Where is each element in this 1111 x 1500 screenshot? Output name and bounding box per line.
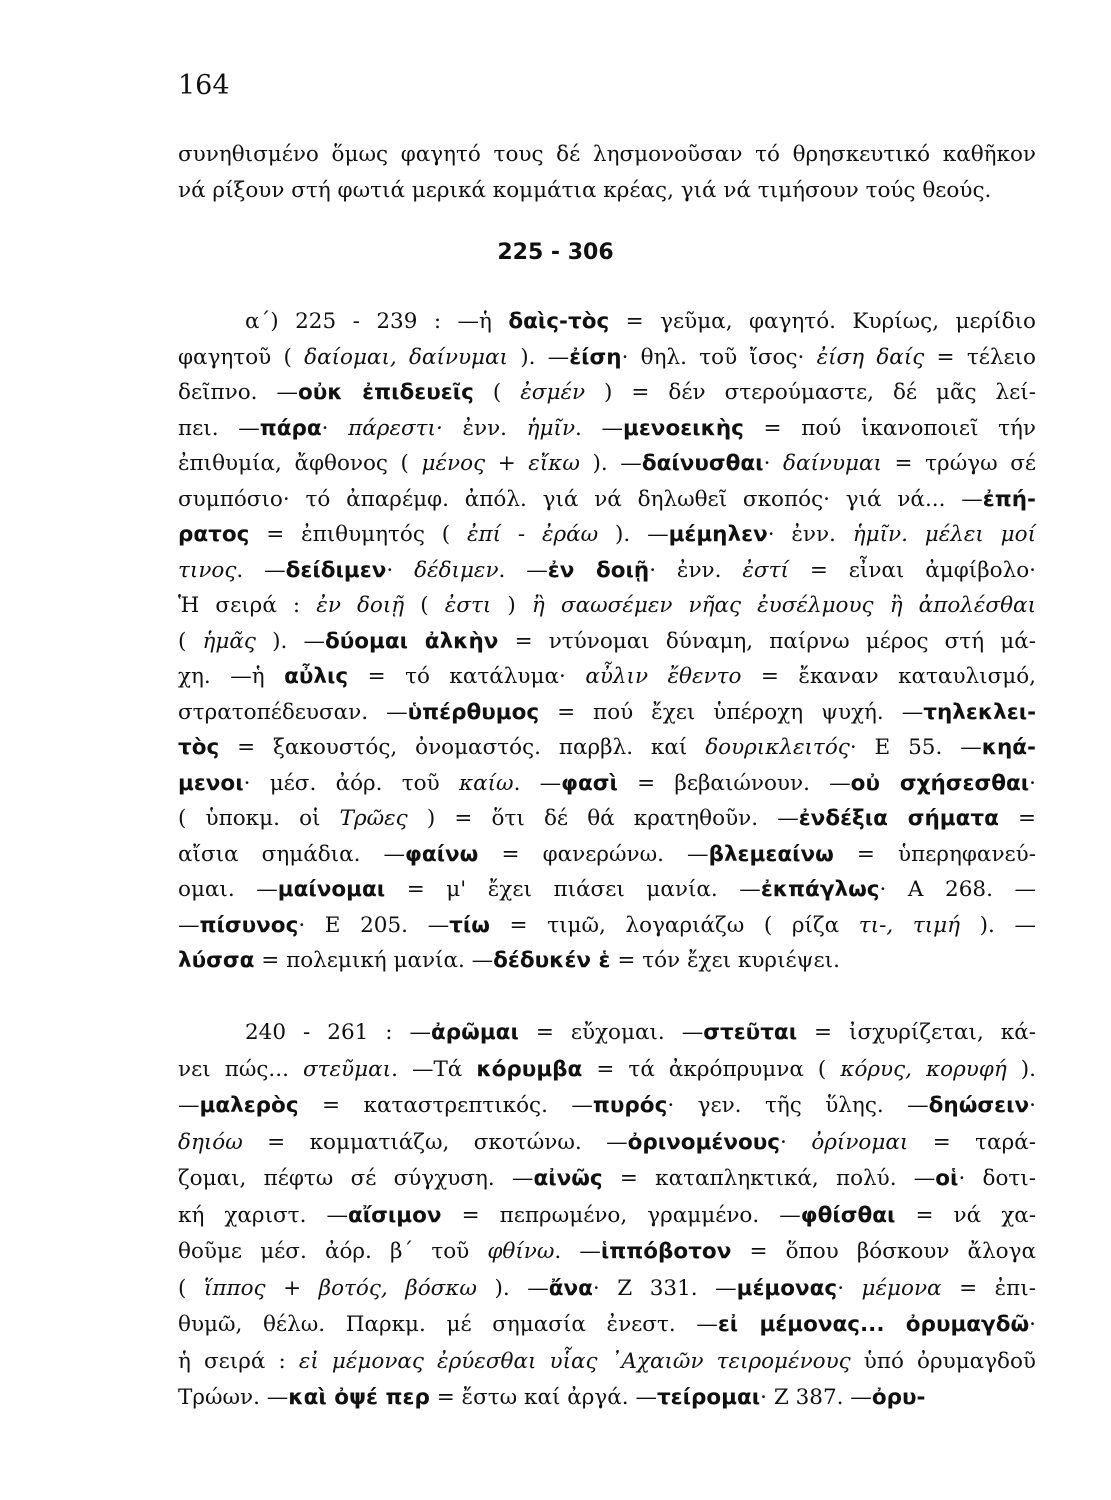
gloss-text: = ἰσχυρίζεται, κά- xyxy=(797,1020,1036,1045)
headword: δαίνυσθαι xyxy=(641,451,764,476)
headword: μέμονας xyxy=(736,1275,838,1301)
text-line xyxy=(178,698,1036,728)
gloss-text: = τιμῶ, λογαριάζω ( ρίζα xyxy=(489,912,859,938)
text-line xyxy=(178,1128,1036,1158)
headword: ἐίση xyxy=(569,344,622,370)
gloss-text: α΄) 225 - 239 : —ἡ xyxy=(245,309,509,334)
gloss-text: · xyxy=(1029,770,1037,796)
italic-citation: ἐστί xyxy=(742,557,789,583)
headword: ὀρυ- xyxy=(871,1385,926,1410)
gloss-text: · xyxy=(386,557,415,583)
gloss-text: ( xyxy=(404,593,445,618)
gloss-text: φαγητοῦ ( xyxy=(178,344,305,370)
gloss-text: χη. —ἡ xyxy=(178,664,285,689)
headword: μαλερὸς xyxy=(199,1093,299,1118)
gloss-text: ). xyxy=(1006,1056,1036,1082)
gloss-text: = βεβαιώνουν. — xyxy=(617,770,851,796)
gloss-text: = ἔκαναν καταυλισμό, xyxy=(741,664,1036,689)
headword: ρατος xyxy=(178,522,250,547)
gloss-text: Ἡ σειρά : xyxy=(178,593,317,618)
italic-citation: ἢ σαωσέμεν νῆας ἐυσέλμους ἢ ἀπολέσθαι xyxy=(531,593,1036,618)
italic-citation: ἵππος + βοτός, βόσκω xyxy=(203,1275,477,1301)
gloss-text: ζομαι, πέφτω σέ σύγχυση. — xyxy=(178,1166,534,1191)
gloss-text: · xyxy=(321,415,349,441)
gloss-text: αἴσια σημάδια. — xyxy=(178,841,406,867)
gloss-text: = εἶναι ἀμφίβολο· xyxy=(788,557,1036,583)
gloss-text: ( xyxy=(178,628,203,654)
text-line xyxy=(178,733,1036,763)
headword: ἄνα xyxy=(548,1275,593,1301)
headword: ὑπέρθυμος xyxy=(407,699,540,725)
headword: ἱππόβοτον xyxy=(600,1239,732,1264)
text-line xyxy=(178,769,1036,799)
headword: φθίσθαι xyxy=(800,1202,896,1228)
headword: εἰ μέμονας... ὀρυμαγδῶ xyxy=(717,1312,1030,1337)
gloss-text: . — xyxy=(575,415,624,441)
intro-line: συνηθισμένο ὅμως φαγητό τους δέ λησμονοῦσαν τό θρησκευτικό καθῆκον xyxy=(178,142,1036,167)
gloss-text: . — xyxy=(554,1239,601,1264)
gloss-text: ) xyxy=(491,593,532,618)
italic-citation: τινος xyxy=(178,557,237,583)
gloss-text: · μέσ. ἀόρ. τοῦ xyxy=(243,770,459,796)
gloss-text: · ἐνν. xyxy=(767,522,853,547)
text-line xyxy=(178,1055,1036,1085)
gloss-text: = πού ἱκανοποιεῖ τήν xyxy=(743,415,1036,441)
gloss-text: ὑπό ὀρυμαγδοῦ xyxy=(850,1348,1036,1374)
italic-citation: πάρεστι· xyxy=(348,415,443,441)
headword: κόρυμβα xyxy=(476,1056,583,1082)
italic-citation: στεῦμαι xyxy=(302,1056,392,1082)
headword: δηώσειν xyxy=(928,1093,1030,1118)
headword: αἰνῶς xyxy=(533,1166,603,1191)
gloss-text: ομαι. — xyxy=(178,877,278,902)
gloss-text: ). — xyxy=(960,912,1037,938)
text-line xyxy=(178,1091,1036,1121)
gloss-text: · Ζ 387. — xyxy=(760,1385,872,1410)
text-line xyxy=(178,1237,1036,1267)
headword: δύομαι ἀλκὴν xyxy=(324,628,499,654)
gloss-text: · xyxy=(1029,1093,1036,1118)
gloss-text: = ἐπιθυμητός ( xyxy=(249,522,467,547)
gloss-text: = πού ἔχει ὑπέροχη ψυχή. — xyxy=(539,699,924,725)
italic-citation: ἐίση δαίς xyxy=(816,344,925,370)
gloss-text: · γεν. τῆς ὕλης. — xyxy=(667,1093,929,1118)
italic-citation: μένος + εἴκω xyxy=(421,451,580,476)
italic-citation: κόρυς, κορυφή xyxy=(840,1056,1007,1082)
gloss-text: = φανερώνω. — xyxy=(478,841,709,867)
headword: μαίνομαι xyxy=(277,877,386,902)
italic-citation: δαίνυμαι xyxy=(783,451,882,476)
headword: βλεμεαίνω xyxy=(708,841,834,867)
text-line xyxy=(178,946,1036,976)
gloss-text: . — xyxy=(513,770,562,796)
headword: μενοι xyxy=(178,770,244,796)
text-line xyxy=(245,307,1036,337)
gloss-text: ). — xyxy=(255,628,325,654)
headword: ἀρῶμαι xyxy=(431,1020,519,1045)
gloss-text: = τά ἀκρόπρυμνα ( xyxy=(582,1056,841,1082)
text-line xyxy=(178,840,1036,870)
headword: φασὶ xyxy=(561,770,618,796)
gloss-text: · Ε 205. — xyxy=(298,912,450,938)
gloss-text: θυμῶ, θέλω. Παρκμ. μέ σημασία ἐνεστ. — xyxy=(178,1312,718,1337)
gloss-text: = τόν ἔχει κυριέψει. xyxy=(610,948,840,973)
headword: κηά- xyxy=(981,735,1036,760)
headword: οὐκ ἐπιδευεῖς xyxy=(297,380,474,405)
gloss-text: · xyxy=(780,1129,812,1155)
italic-citation: δηιόω xyxy=(178,1129,243,1155)
gloss-text: · Α 268. — xyxy=(879,877,1036,902)
gloss-text: · δοτι- xyxy=(958,1166,1036,1191)
gloss-text: = ὑπερηφανεύ- xyxy=(833,841,1036,867)
gloss-text: ). — xyxy=(507,344,570,370)
gloss-text: ). — xyxy=(598,522,669,547)
page-number: 164 xyxy=(178,70,230,101)
italic-citation: φθίνω xyxy=(487,1239,555,1264)
gloss-text: = xyxy=(998,806,1037,831)
italic-citation: εἰ μέμονας ἐρύεσθαι υἷας ᾿Αχαιῶν τειρομένους xyxy=(298,1348,851,1374)
gloss-text: ( ὑποκμ. οἱ xyxy=(178,806,340,831)
headword: λύσσα xyxy=(178,948,255,973)
gloss-text: ). — xyxy=(476,1275,549,1301)
gloss-text: = εὔχομαι. — xyxy=(518,1020,704,1045)
gloss-text: θοῦμε μέσ. ἀόρ. β΄ τοῦ xyxy=(178,1239,488,1264)
headword: στεῦται xyxy=(703,1020,798,1045)
text-line xyxy=(178,911,1036,941)
gloss-text: · θηλ. τοῦ ἴσος· xyxy=(621,344,817,370)
italic-citation: τι-, τιμή xyxy=(858,912,961,938)
italic-citation: αὖλιν ἔθεντο xyxy=(585,664,742,689)
headword: τὸς xyxy=(178,735,220,760)
gloss-text: = μ' ἔχει πιάσει μανία. — xyxy=(385,877,761,902)
text-line xyxy=(178,1310,1036,1340)
section-heading: 225 - 306 xyxy=(497,240,614,265)
text-line xyxy=(178,804,1036,834)
text-line xyxy=(178,485,1036,515)
text-line xyxy=(178,662,1036,692)
text-line xyxy=(178,1201,1036,1231)
gloss-text: · Ε 55. — xyxy=(849,735,982,760)
gloss-text: = τό κατάλυμα· xyxy=(348,664,586,689)
gloss-text: = ταρά- xyxy=(908,1129,1037,1155)
gloss-text: · xyxy=(837,1275,862,1301)
italic-citation: ὀρίνομαι xyxy=(811,1129,909,1155)
headword: τηλεκλει- xyxy=(923,699,1036,725)
gloss-text: 240 - 261 : — xyxy=(245,1020,432,1045)
headword: ἐν δοιῇ xyxy=(547,557,650,583)
gloss-text: ( xyxy=(178,1275,204,1301)
gloss-text: ) = ὅτι δέ θά κρατηθοῦν. — xyxy=(407,806,799,831)
headword: δέδυκέν ἑ xyxy=(493,948,611,973)
gloss-text: = νά χα- xyxy=(895,1202,1037,1228)
gloss-text: πει. — xyxy=(178,415,260,441)
headword: ἐνδέξια σήματα xyxy=(798,806,999,831)
gloss-text: · Ζ 331. — xyxy=(592,1275,737,1301)
gloss-text: κή χαριστ. — xyxy=(178,1202,348,1228)
italic-citation: ἐσμέν xyxy=(520,380,586,405)
gloss-text: = πεπρωμένο, γραμμένο. — xyxy=(441,1202,801,1228)
text-line xyxy=(178,1383,1036,1413)
headword: πυρός xyxy=(592,1093,668,1118)
headword: μέμηλεν xyxy=(668,522,768,547)
gloss-text: Τρώων. — xyxy=(178,1385,289,1410)
headword: μενοεικὴς xyxy=(623,415,744,441)
headword: πάρα xyxy=(259,415,322,441)
gloss-text: = πολεμική μανία. — xyxy=(254,948,494,973)
headword: δαὶς-τὸς xyxy=(508,309,610,334)
gloss-text: = τρώγω σέ xyxy=(881,451,1037,476)
text-line xyxy=(178,1274,1036,1304)
headword: ἐπή- xyxy=(982,486,1036,512)
gloss-text: = ξακουστός, ὀνομαστός. παρβλ. καί xyxy=(219,735,706,760)
gloss-text: ( xyxy=(473,380,521,405)
gloss-text: = τέλειο xyxy=(924,344,1036,370)
headword: καὶ ὀψέ περ xyxy=(288,1385,430,1410)
text-line xyxy=(178,449,1036,479)
headword: ὀρινομένους xyxy=(627,1129,781,1155)
gloss-text: . —Τά xyxy=(391,1056,477,1082)
text-line xyxy=(178,343,1036,373)
gloss-text: . — xyxy=(236,557,286,583)
italic-citation: δέδιμεν xyxy=(414,557,499,583)
gloss-text: = ἔστω καί ἀργά. — xyxy=(429,1385,657,1410)
gloss-text: ). — xyxy=(579,451,642,476)
gloss-text: = γεῦμα, φαγητό. Κυρίως, μερίδιο xyxy=(609,309,1036,334)
gloss-text: = καταπληκτικά, πολύ. — xyxy=(602,1166,936,1191)
italic-citation: ἐστι xyxy=(444,593,492,618)
italic-citation: δαίομαι, δαίνυμαι xyxy=(304,344,508,370)
italic-citation: ἐν δοιῇ xyxy=(316,593,405,618)
gloss-text: . — xyxy=(498,557,548,583)
headword: τίω xyxy=(449,912,490,938)
headword: ἐκπάγλως xyxy=(760,877,880,902)
text-line xyxy=(245,1018,1036,1048)
gloss-text: · xyxy=(1029,1312,1037,1337)
italic-citation: ἡμῖν. μέλει μοί xyxy=(852,522,1037,547)
headword: αἴσιμον xyxy=(347,1202,442,1228)
headword: τείρομαι xyxy=(656,1385,761,1410)
italic-citation: καίω xyxy=(458,770,514,796)
gloss-text: ) = δέν στερούμαστε, δέ μᾶς λεί- xyxy=(585,380,1037,405)
headword: οἱ xyxy=(935,1166,959,1191)
gloss-text: ἐπιθυμία, ἄφθονος ( xyxy=(178,451,422,476)
gloss-text: = καταστρεπτικός. — xyxy=(298,1093,593,1118)
italic-citation: ἡμῖν xyxy=(526,415,576,441)
text-line xyxy=(178,875,1036,905)
gloss-text: = ἐπι- xyxy=(941,1275,1037,1301)
gloss-text: = ντύνομαι δύναμη, παίρνω μέρος στή μά- xyxy=(498,628,1036,654)
headword: φαίνω xyxy=(405,841,479,867)
gloss-text: συμπόσιο· τό ἀπαρέμφ. ἀπόλ. γιά νά δηλωθεῖ σκοπός· γιά νά... — xyxy=(178,486,983,512)
gloss-text: δεῖπνο. — xyxy=(178,380,298,405)
headword: αὖλις xyxy=(284,664,349,689)
text-line xyxy=(178,520,1036,550)
gloss-text: νει πώς... xyxy=(178,1056,303,1082)
gloss-text: = κομματιάζω, σκοτώνω. — xyxy=(242,1129,628,1155)
gloss-text: = ὅπου βόσκουν ἄλογα xyxy=(731,1239,1036,1264)
headword: πίσυνος xyxy=(199,912,299,938)
text-line xyxy=(178,556,1036,586)
gloss-text: στρατοπέδευσαν. — xyxy=(178,699,408,725)
headword: δείδιμεν xyxy=(285,557,387,583)
italic-citation: ἡμᾶς xyxy=(202,628,256,654)
intro-line: νά ρίξουν στή φωτιά μερικά κομμάτια κρέας, γιά νά τιμήσουν τούς θεούς. xyxy=(178,178,992,203)
text-line xyxy=(178,627,1036,657)
text-line xyxy=(178,591,1036,621)
italic-citation: δουρικλειτός xyxy=(705,735,850,760)
gloss-text: — xyxy=(178,912,200,938)
italic-citation: μέμονα xyxy=(861,1275,942,1301)
text-line xyxy=(178,378,1036,408)
text-line xyxy=(178,414,1036,444)
italic-citation: Τρῶες xyxy=(339,806,408,831)
gloss-text: — xyxy=(178,1093,200,1118)
text-line xyxy=(178,1347,1036,1377)
gloss-text: · xyxy=(763,451,783,476)
gloss-text: · ἐνν. xyxy=(649,557,743,583)
gloss-text: ἐνν. xyxy=(442,415,527,441)
gloss-text: ἡ σειρά : xyxy=(178,1348,299,1374)
headword: οὐ σχήσεσθαι xyxy=(850,770,1030,796)
text-line xyxy=(178,1164,1036,1194)
italic-citation: ἐπί - ἐράω xyxy=(466,522,599,547)
